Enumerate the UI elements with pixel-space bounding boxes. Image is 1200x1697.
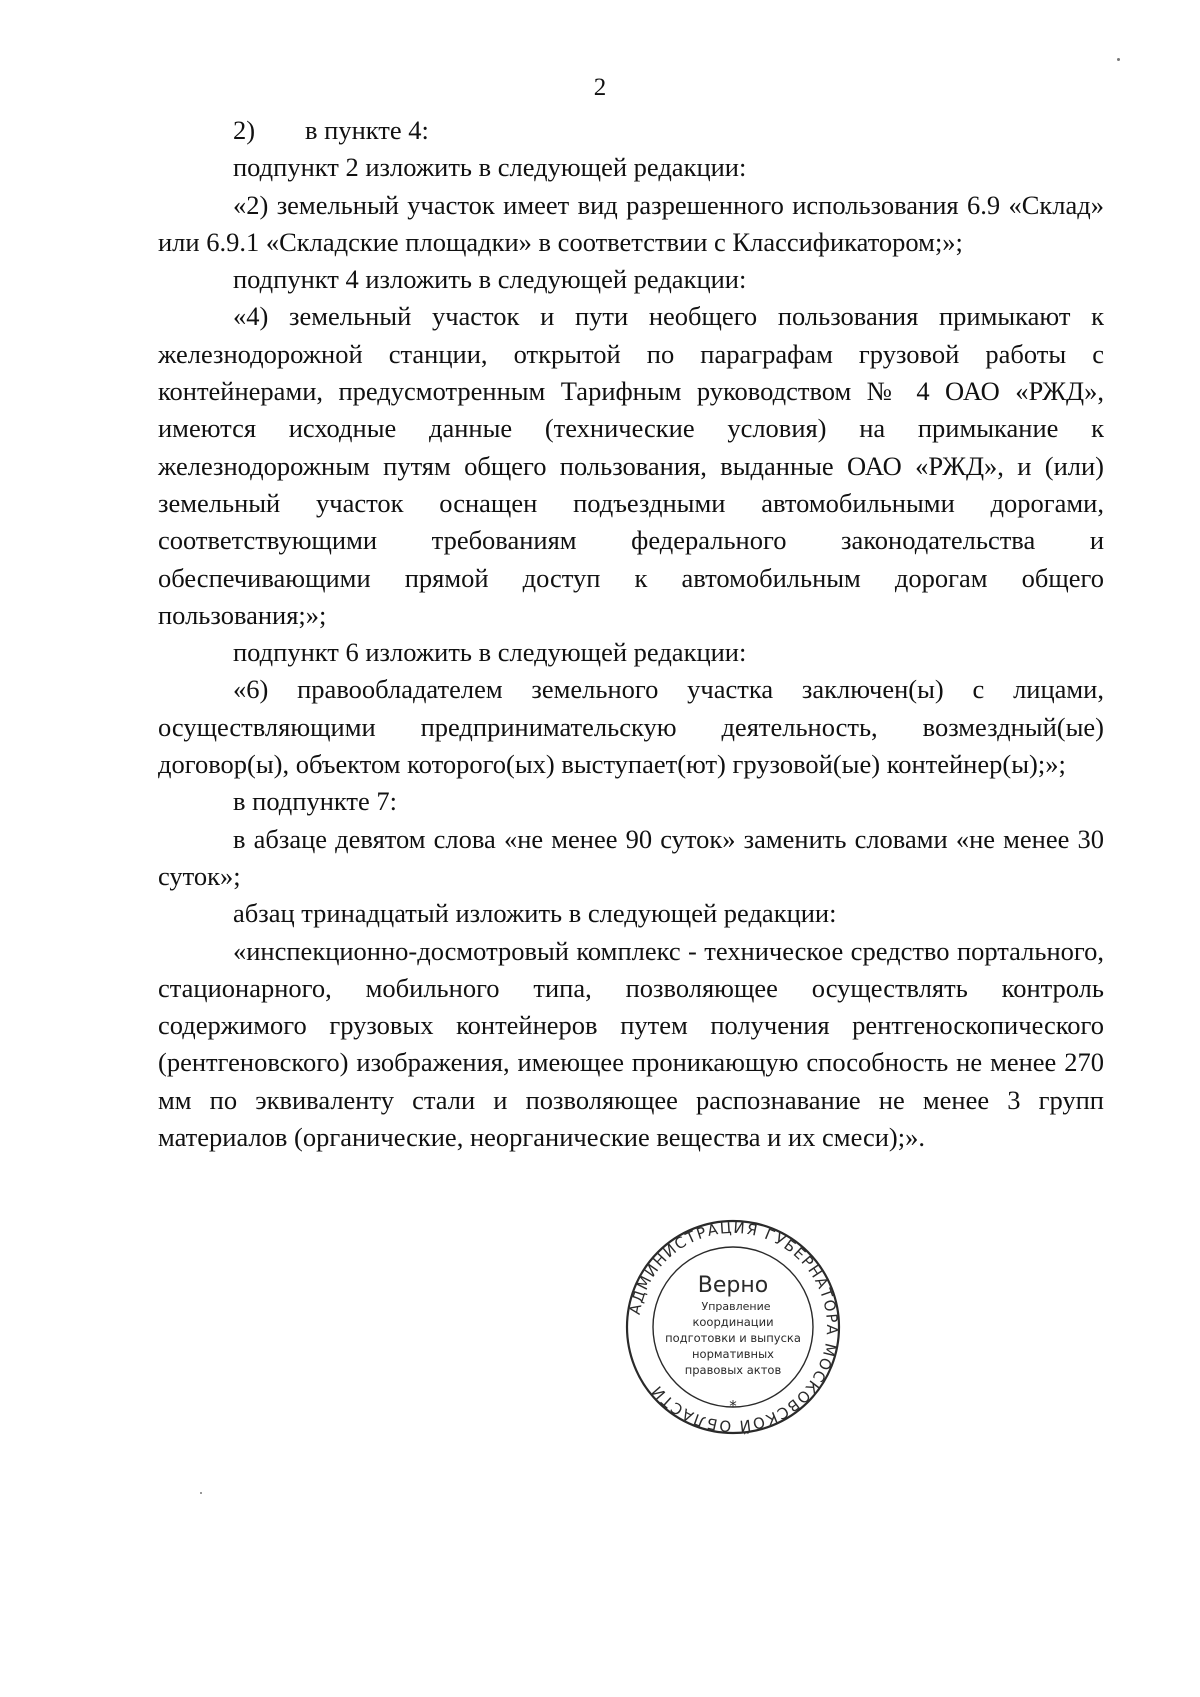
paragraph-text: в пункте 4: <box>305 115 429 145</box>
paragraph: в подпункте 7: <box>233 786 398 817</box>
seal-inner-line: координации <box>692 1315 774 1329</box>
seal-verified-text: Верно <box>697 1273 769 1298</box>
paragraph: в абзаце девятом слова «не менее 90 суток» заменить словами «не менее 30 суток»; <box>158 823 1104 891</box>
seal-inner-line: нормативных <box>692 1347 774 1361</box>
paragraph: «4) земельный участок и пути необщего пользования примыкают к железнодорожной станции, открытой по параграфам грузовой работы с контейнерами, предусмотренным Тарифным руководством № 4 ОАО «РЖД», имеются исходные данные (технические условия) на примыкание к железнодорожным путям общего пользования, выданные ОАО «РЖД», и (или) земельный участок оснащен подъездными автомобильными дорогами, соответствующими требованиям федерального законодательства и обеспечивающими прямой доступ к автомобильным дорогам общего пользования;»; <box>158 301 1104 630</box>
scan-speck <box>1117 58 1120 61</box>
item-number: 2) <box>233 115 256 145</box>
paragraph: «инспекционно-досмотровый комплекс - техническое средство портального, стационарного, мобильного типа, позволяющее осуществлять контроль содержимого грузовых контейнеров путем получения рентгеноскопического (рентгеновского) изображения, имеющее проникающую способность не менее 270 мм по эквиваленту стали и позволяющее распознавание не менее 3 групп материалов (органические, неорганические вещества и их смеси);». <box>158 935 1104 1153</box>
paragraph: «6) правообладателем земельного участка заключен(ы) с лицами, осуществляющими предпринимательскую деятельность, возмездный(ые) договор(ы), объектом которого(ых) выступает(ют) грузовой(ые) контейнер(ы);»; <box>158 674 1104 780</box>
page-number: 2 <box>593 74 607 101</box>
paragraph: подпункт 2 изложить в следующей редакции: <box>233 152 747 183</box>
paragraph: подпункт 4 изложить в следующей редакции: <box>233 264 747 295</box>
paragraph-item-2 <box>158 112 1104 149</box>
scan-speck <box>200 1492 202 1494</box>
seal-graphic <box>624 1218 842 1436</box>
official-seal <box>624 1218 842 1436</box>
seal-inner-line: Управление <box>701 1300 771 1313</box>
paragraph: подпункт 6 изложить в следующей редакции: <box>233 637 747 668</box>
seal-star: * <box>729 1397 737 1415</box>
seal-inner-line: подготовки и выпуска <box>665 1331 801 1345</box>
paragraph: абзац тринадцатый изложить в следующей редакции: <box>233 898 837 929</box>
seal-ring-text: АДМИНИСТРАЦИЯ ГУБЕРНАТОРА МОСКОВСКОЙ ОБЛАСТИ <box>625 1218 842 1436</box>
paragraph: «2) земельный участок имеет вид разрешенного использования 6.9 «Склад» или 6.9.1 «Складские площадки» в соответствии с Классификатором;»; <box>158 189 1104 257</box>
document-body <box>158 112 1104 1156</box>
seal-inner-line: правовых актов <box>684 1363 782 1377</box>
